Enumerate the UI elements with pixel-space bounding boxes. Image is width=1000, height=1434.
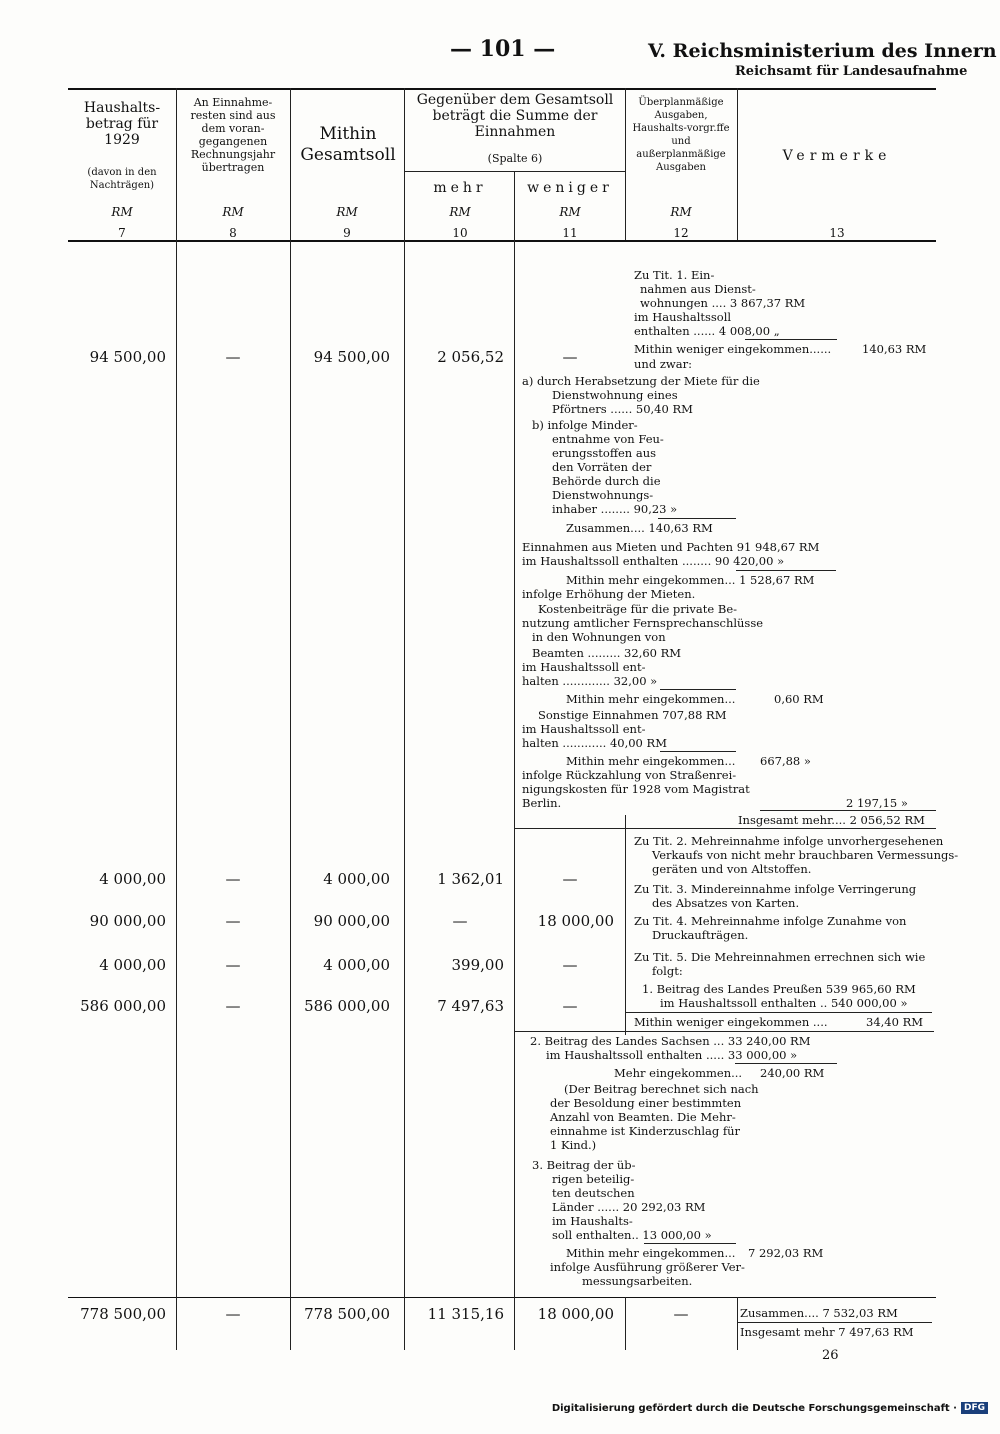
remark-line: Behörde durch die [552, 474, 661, 488]
remark-line: Zu Tit. 1. Ein- [634, 268, 715, 282]
sum-rule [735, 1063, 837, 1064]
col-number: 13 [829, 226, 845, 240]
remark-line: nahmen aus Dienst- [640, 282, 756, 296]
remark-line: Einnahmen aus Mieten und Pachten 91 948,67 RM [522, 540, 820, 554]
header-bottom-rule [68, 240, 936, 242]
col11-header: weniger [527, 180, 613, 196]
remark-line: infolge Rückzahlung von Straßenrei- [522, 768, 737, 782]
table-cell: 94 500,00 [89, 348, 166, 366]
table-cell: 586 000,00 [304, 997, 390, 1015]
unit-label: RM [222, 205, 244, 219]
unit-label: RM [559, 205, 581, 219]
sum-rule [514, 828, 936, 829]
remark-line: halten ............. 32,00 » [522, 674, 658, 688]
remark-line: enthalten ...... 4 008,00 „ [634, 324, 780, 338]
table-cell: 1 362,01 [437, 870, 504, 888]
remark-line: Dienstwohnung eines [552, 388, 678, 402]
sum-rule [760, 810, 936, 811]
sheet-number: 26 [822, 1348, 839, 1363]
unit-label: RM [670, 205, 692, 219]
col13-header: Vermerke [782, 148, 892, 164]
col-number: 7 [118, 226, 126, 240]
footer-text: Digitalisierung gefördert durch die Deutsche Forschungsgemeinschaft · [551, 1402, 957, 1414]
ministry-title: V. Reichsministerium des Innern [648, 40, 997, 62]
sum-rule [514, 1031, 934, 1032]
col-separator [625, 815, 626, 1035]
remark-line: Zu Tit. 3. Mindereinnahme infolge Verringerung [634, 882, 917, 896]
remark-line: im Haushaltssoll enthalten ..... 33 000,00 » [546, 1048, 798, 1062]
sum-rule [644, 1243, 736, 1244]
remark-line: Beamten ......... 32,60 RM [532, 646, 682, 660]
remark-line: 2 197,15 » [846, 796, 908, 810]
page-number: — 101 — [450, 36, 556, 62]
remark-line: b) infolge Minder- [532, 418, 638, 432]
table-cell: — [225, 912, 241, 930]
table-cell: 90 000,00 [89, 912, 166, 930]
col-separator [404, 88, 405, 1350]
remark-line: Druckaufträgen. [652, 928, 749, 942]
remark-line: des Absatzes von Karten. [652, 896, 800, 910]
remark-line: nigungskosten für 1928 vom Magistrat [522, 782, 750, 796]
col10-11-group-header: Gegenüber dem Gesamtsoll beträgt die Summe der Einnahmen [416, 92, 614, 140]
remark-line: Pförtners ...... 50,40 RM [552, 402, 693, 416]
remark-line: folgt: [652, 964, 683, 978]
col-separator [514, 171, 515, 1350]
remark-line: Dienstwohnungs- [552, 488, 654, 502]
table-cell: 2 056,52 [437, 348, 504, 366]
remark-line: Mithin mehr eingekommen... [566, 692, 736, 706]
remark-line: Mehr eingekommen... [614, 1066, 743, 1080]
remark-line: Länder ...... 20 292,03 RM [552, 1200, 706, 1214]
remark-line: 0,60 RM [774, 692, 824, 706]
table-cell: 7 497,63 [437, 997, 504, 1015]
table-cell: — [562, 348, 578, 366]
remark-line: 2. Beitrag des Landes Sachsen ... 33 240,00 RM [530, 1034, 811, 1048]
remark-line: den Vorräten der [552, 460, 652, 474]
unit-label: RM [449, 205, 471, 219]
remark-line: Mithin weniger eingekommen .... [634, 1015, 828, 1029]
table-top-rule [68, 88, 936, 90]
col9-header: Mithin Gesamtsoll [300, 124, 396, 165]
remark-line: Zu Tit. 2. Mehreinnahme infolge unvorhergesehenen [634, 834, 944, 848]
sum-rule [736, 570, 836, 571]
remark-line: 34,40 RM [866, 1015, 924, 1029]
remark-line: 140,63 RM [862, 342, 927, 356]
col-separator [290, 88, 291, 1350]
col8-header: An Einnahme-resten sind aus dem voran-gegangenen Rechnungsjahr übertragen [190, 96, 276, 174]
remark-line: Mithin mehr eingekommen... [566, 754, 736, 768]
total-cell: — [673, 1305, 689, 1323]
remark-line: Zusammen.... 140,63 RM [566, 521, 713, 535]
col-separator [737, 88, 738, 240]
sum-rule [660, 751, 736, 752]
table-cell: — [452, 912, 468, 930]
table-cell: — [225, 997, 241, 1015]
remark-line: Mithin mehr eingekommen... 1 528,67 RM [566, 573, 815, 587]
table-cell: — [225, 956, 241, 974]
remark-line: Mithin mehr eingekommen... [566, 1246, 736, 1260]
col-separator [625, 1297, 626, 1350]
total-cell: 778 500,00 [80, 1305, 166, 1323]
table-cell: — [225, 870, 241, 888]
table-cell: 586 000,00 [80, 997, 166, 1015]
remark-line: 1. Beitrag des Landes Preußen 539 965,60 RM [642, 982, 916, 996]
remark-line: Anzahl von Beamten. Die Mehr- [550, 1110, 736, 1124]
remark-line: Insgesamt mehr 7 497,63 RM [740, 1325, 914, 1339]
table-cell: — [225, 348, 241, 366]
table-cell: 18 000,00 [537, 912, 614, 930]
table-cell: — [562, 997, 578, 1015]
remark-line: Mithin weniger eingekommen...... [634, 342, 832, 356]
col-separator [625, 88, 626, 240]
remark-line: Kostenbeiträge für die private Be- [538, 602, 738, 616]
col10-header: mehr [433, 180, 487, 196]
sum-rule [626, 1012, 932, 1013]
remark-line: rigen beteilig- [552, 1172, 635, 1186]
office-subtitle: Reichsamt für Landesaufnahme [735, 64, 968, 79]
col-number: 9 [343, 226, 351, 240]
sum-rule [745, 339, 837, 340]
remark-line: geräten und von Altstoffen. [652, 862, 812, 876]
remark-line: in den Wohnungen von [532, 630, 666, 644]
remark-line: (Der Beitrag berechnet sich nach [564, 1082, 759, 1096]
unit-label: RM [336, 205, 358, 219]
remark-line: im Haushalts- [552, 1214, 633, 1228]
remark-line: ten deutschen [552, 1186, 635, 1200]
col-separator [176, 88, 177, 1350]
table-cell: 94 500,00 [313, 348, 390, 366]
remark-line: 3. Beitrag der üb- [532, 1158, 636, 1172]
remark-line: 7 292,03 RM [748, 1246, 824, 1260]
remark-line: im Haushaltssoll ent- [522, 660, 646, 674]
total-cell: 11 315,16 [427, 1305, 504, 1323]
sum-rule [738, 1322, 932, 1323]
digitization-footer [552, 1402, 988, 1414]
totals-top-rule [68, 1297, 936, 1298]
remark-line: inhaber ........ 90,23 » [552, 502, 678, 516]
remark-line: im Haushaltssoll [634, 310, 732, 324]
remark-line: infolge Erhöhung der Mieten. [522, 587, 696, 601]
remark-line: messungsarbeiten. [582, 1274, 693, 1288]
col-separator [737, 1297, 738, 1350]
total-cell: 778 500,00 [304, 1305, 390, 1323]
table-cell: 4 000,00 [99, 956, 166, 974]
remark-line: der Besoldung einer bestimmten [550, 1096, 742, 1110]
remark-line: a) durch Herabsetzung der Miete für die [522, 374, 760, 388]
remark-line: halten ............ 40,00 RM [522, 736, 667, 750]
remark-line: 240,00 RM [760, 1066, 825, 1080]
total-cell: — [225, 1305, 241, 1323]
table-cell: 90 000,00 [313, 912, 390, 930]
remark-line: und zwar: [634, 357, 692, 371]
remark-line: Insgesamt mehr.... 2 056,52 RM [738, 813, 925, 827]
col-number: 11 [562, 226, 578, 240]
sum-rule [658, 518, 736, 519]
col-number: 10 [452, 226, 468, 240]
remark-line: Zusammen.... 7 532,03 RM [740, 1306, 898, 1320]
remark-line: Sonstige Einnahmen 707,88 RM [538, 708, 727, 722]
table-cell: 4 000,00 [323, 870, 390, 888]
dfg-logo-icon: DFG [961, 1402, 988, 1414]
group-sub-rule [405, 171, 625, 172]
remark-line: infolge Ausführung größerer Ver- [550, 1260, 745, 1274]
remark-line: 667,88 » [760, 754, 811, 768]
table-cell: — [562, 870, 578, 888]
table-cell: 4 000,00 [323, 956, 390, 974]
remark-line: Verkaufs von nicht mehr brauchbaren Vermessungs- [652, 848, 959, 862]
sum-rule [660, 689, 736, 690]
total-cell: 18 000,00 [537, 1305, 614, 1323]
remark-line: Zu Tit. 5. Die Mehreinnahmen errechnen sich wie [634, 950, 926, 964]
remark-line: einnahme ist Kinderzuschlag für [550, 1124, 741, 1138]
remark-line: erungsstoffen aus [552, 446, 657, 460]
remark-line: nutzung amtlicher Fernsprechanschlüsse [522, 616, 764, 630]
remark-line: im Haushaltssoll ent- [522, 722, 646, 736]
col10-11-subheader: (Spalte 6) [487, 152, 543, 165]
table-cell: 399,00 [451, 956, 504, 974]
col-number: 8 [229, 226, 237, 240]
remark-line: 1 Kind.) [550, 1138, 597, 1152]
remark-line: wohnungen .... 3 867,37 RM [640, 296, 806, 310]
remark-line: soll enthalten.. 13 000,00 » [552, 1228, 712, 1242]
col-number: 12 [673, 226, 689, 240]
remark-line: im Haushaltssoll enthalten .. 540 000,00 » [660, 996, 908, 1010]
unit-label: RM [111, 205, 133, 219]
table-cell: 4 000,00 [99, 870, 166, 888]
table-cell: — [562, 956, 578, 974]
col12-header: Überplanmäßige Ausgaben, Haushalts-vorgr.ffe und außerplanmäßige Ausgaben [632, 97, 730, 173]
remark-line: im Haushaltssoll enthalten ........ 90 420,00 » [522, 554, 785, 568]
remark-line: Zu Tit. 4. Mehreinnahme infolge Zunahme von [634, 914, 907, 928]
remark-line: entnahme von Feu- [552, 432, 664, 446]
remark-line: Berlin. [522, 796, 562, 810]
col7-header: Haushalts-betrag für 1929 [83, 100, 161, 148]
col7-subheader: (davon in den Nachträgen) [87, 167, 157, 191]
